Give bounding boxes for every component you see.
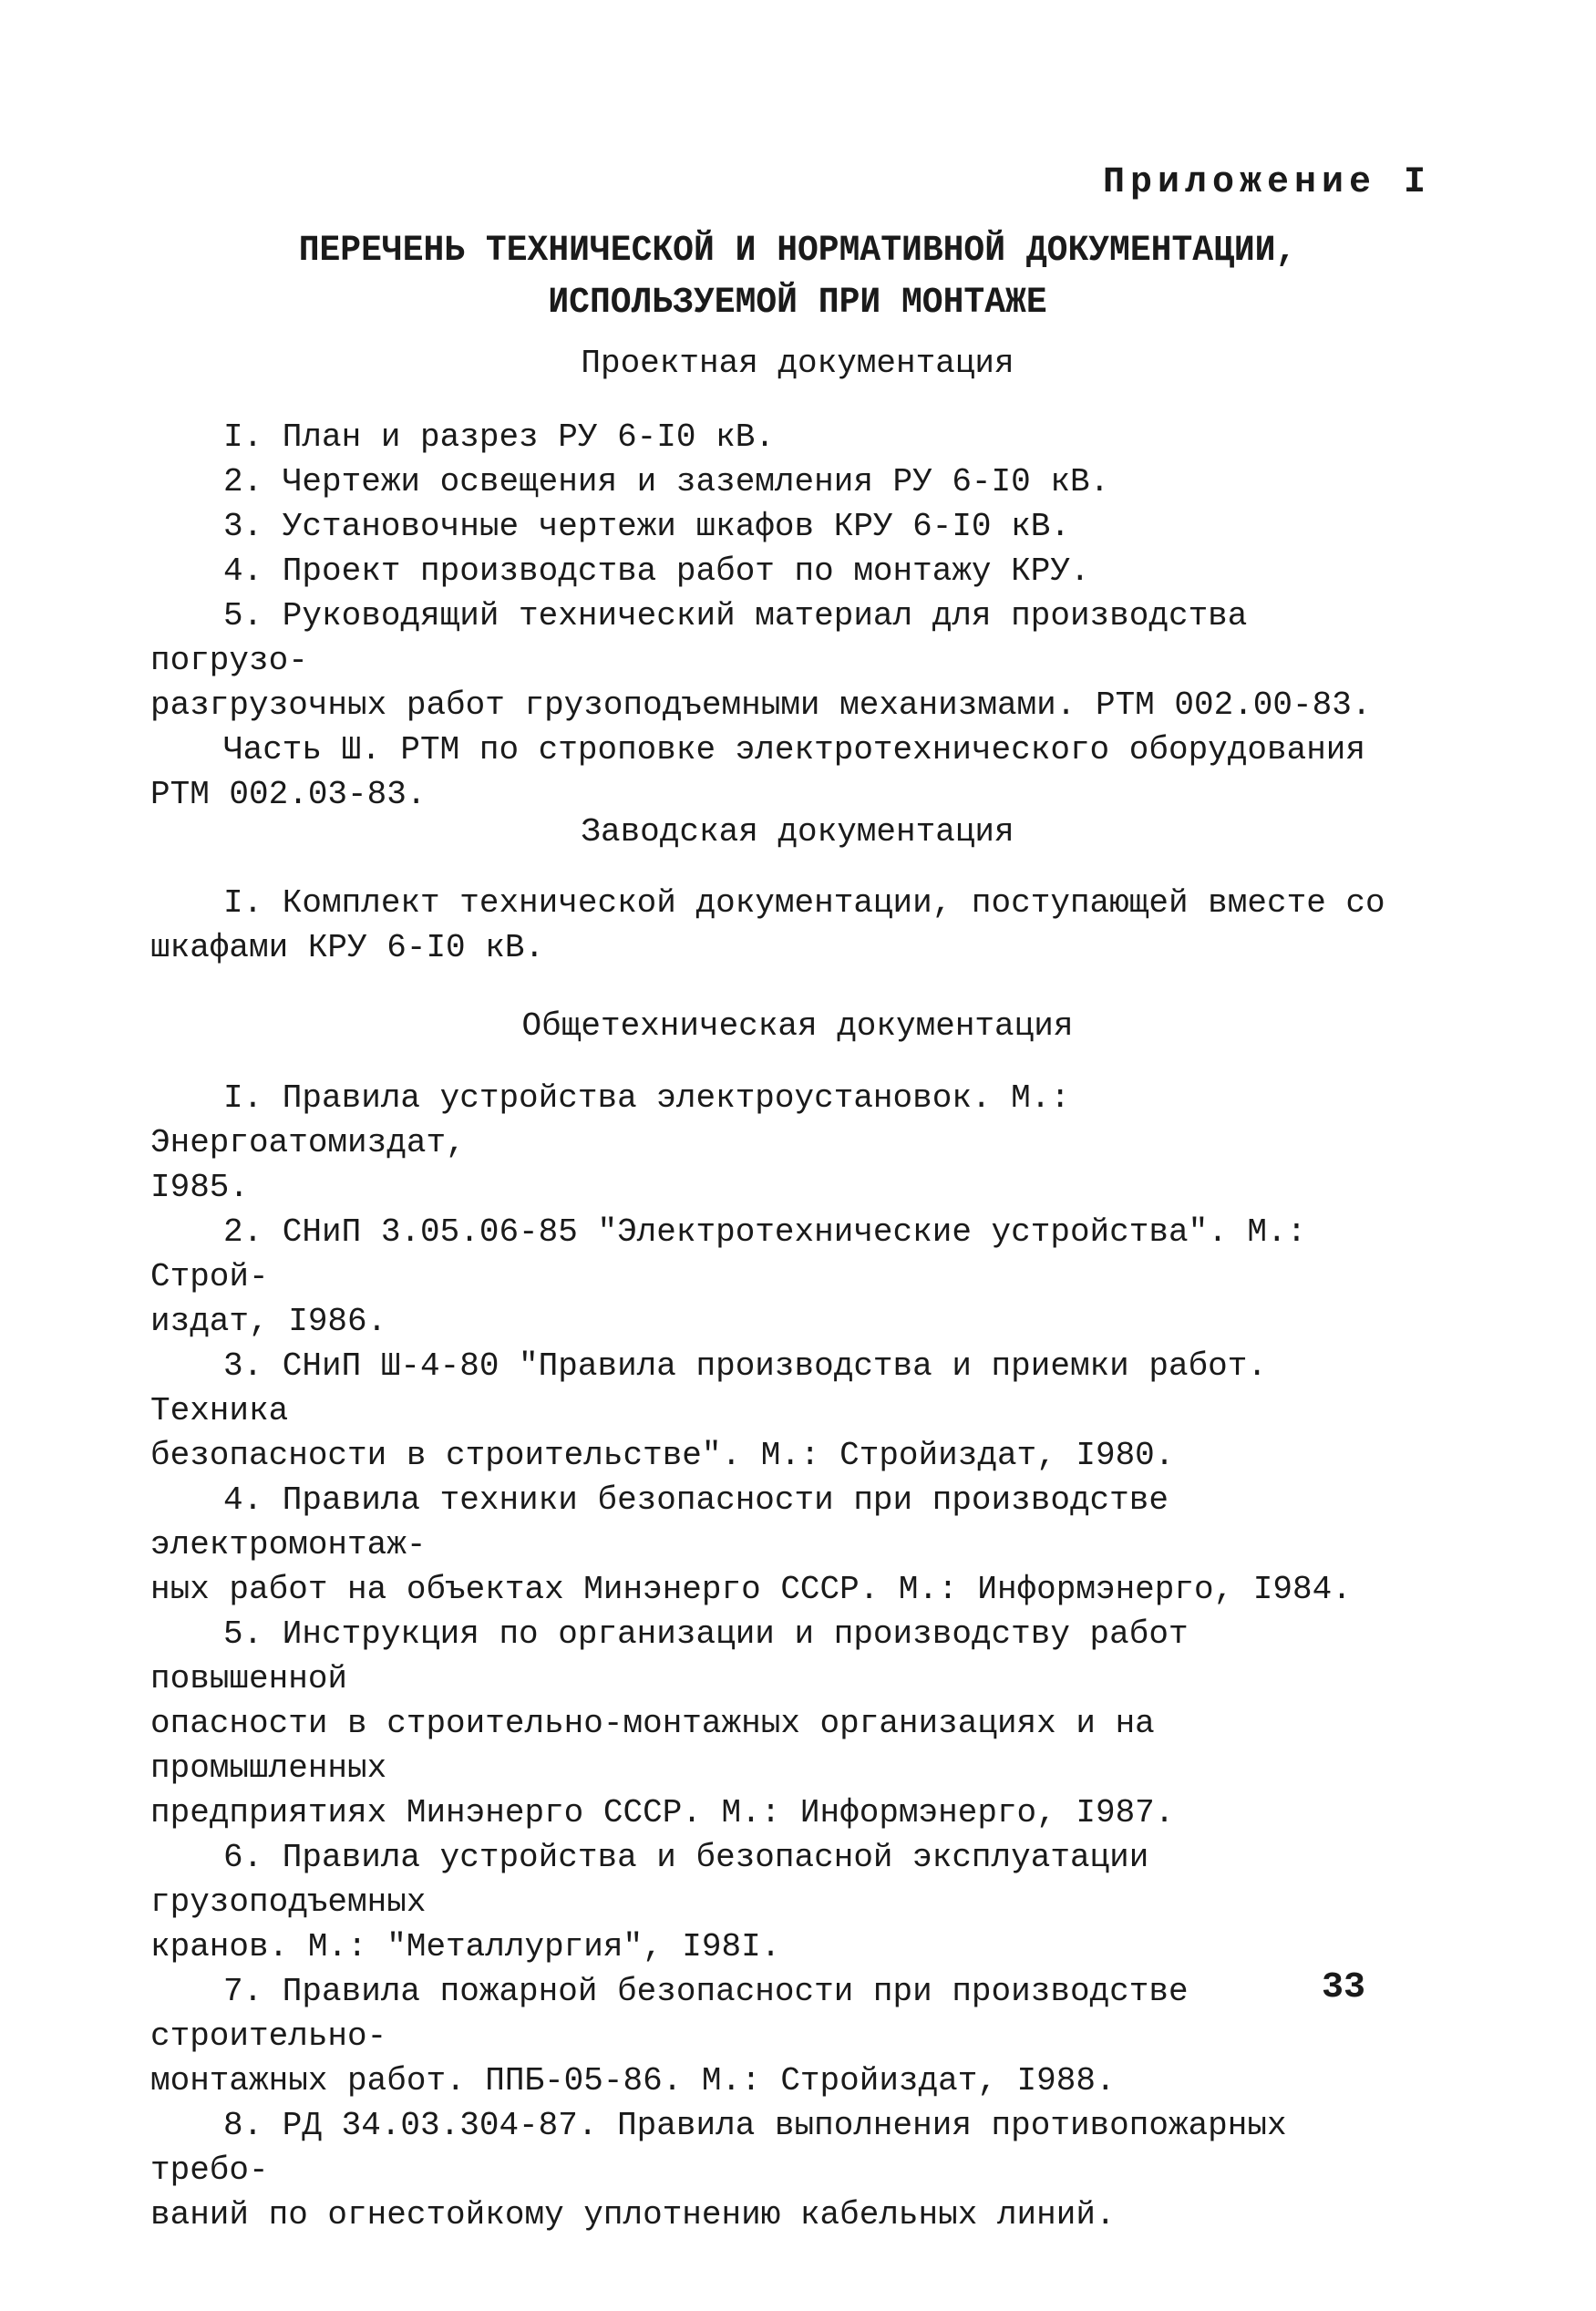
list-item: 5. Инструкция по организации и производству работ повышенной опасности в строительно-монтажных организациях и на промышленных предприятиях Минэнерго СССР. М.: Информэнерго, I987. (150, 1615, 1189, 1831)
list-item: 6. Правила устройства и безопасной эксплуатации грузоподъемных кранов. М.: "Металлургия", I98I. (150, 1839, 1149, 1965)
page-number: 33 (1322, 1967, 1366, 2008)
section-heading-factory: Заводская документация (581, 813, 1014, 851)
list-item: I. Комплект технической документации, поступающей вместе со шкафами КРУ 6-I0 кВ. (150, 884, 1385, 966)
factory-docs-list (150, 881, 1399, 970)
list-item: 2. Чертежи освещения и заземления РУ 6-I0 кВ. (223, 463, 1110, 500)
general-docs-list (150, 1076, 1399, 2237)
list-item: 4. Правила техники безопасности при производстве электромонтаж- ных работ на объектах Минэнерго СССР. М.: Информэнерго, I984. (150, 1481, 1352, 1608)
section-heading-project: Проектная документация (581, 345, 1014, 382)
project-docs-list (150, 415, 1399, 817)
document-title: ПЕРЕЧЕНЬ ТЕХНИЧЕСКОЙ И НОРМАТИВНОЙ ДОКУМЕНТАЦИИ, ИСПОЛЬЗУЕМОЙ ПРИ МОНТАЖЕ (298, 230, 1297, 324)
list-item: 3. СНиП Ш-4-80 "Правила производства и приемки работ. Техника безопасности в строительстве". М.: Стройиздат, I980. (150, 1347, 1267, 1474)
appendix-label: Приложение I (1102, 162, 1431, 203)
list-item: 5. Руководящий технический материал для производства погрузо- разгрузочных работ грузоподъемными механизмами. РТМ 002.00-83. (150, 597, 1372, 724)
list-item: 7. Правила пожарной безопасности при производстве строительно- монтажных работ. ППБ-05-86. М.: Стройиздат, I988. (150, 1973, 1189, 2100)
list-item: I. План и разрез РУ 6-I0 кВ. (223, 418, 775, 456)
list-item: 3. Установочные чертежи шкафов КРУ 6-I0 кВ. (223, 508, 1070, 545)
list-item: I. Правила устройства электроустановок. М.: Энергоатомиздат, I985. (150, 1079, 1070, 1206)
section-heading-general: Общетехническая документация (521, 1007, 1074, 1045)
list-item: 2. СНиП 3.05.06-85 "Электротехнические устройства". М.: Строй- издат, I986. (150, 1213, 1307, 1340)
list-item: Часть Ш. РТМ по строповке электротехнического оборудования РТМ 002.03-83. (150, 731, 1366, 813)
list-item: 4. Проект производства работ по монтажу КРУ. (223, 552, 1090, 590)
list-item: 8. РД 34.03.304-87. Правила выполнения противопожарных требо- ваний по огнестойкому уплотнению кабельных линий. (150, 2107, 1287, 2234)
